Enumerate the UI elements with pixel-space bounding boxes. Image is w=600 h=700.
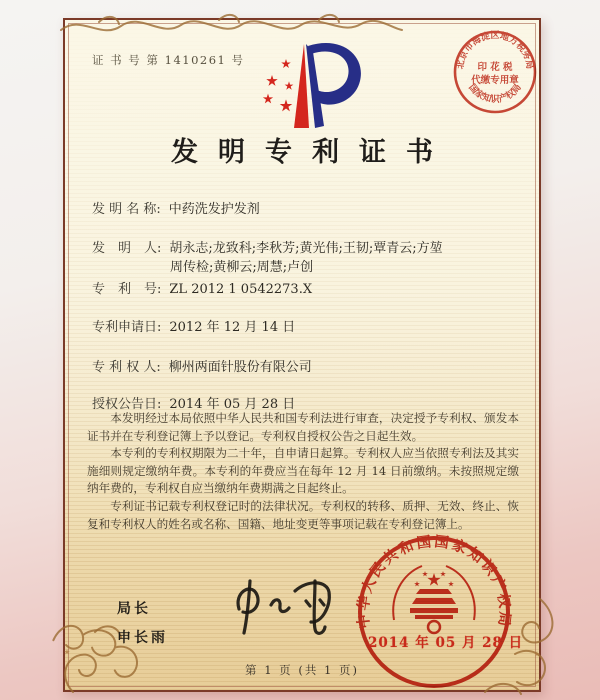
sipo-logo-icon [242, 40, 372, 136]
tax-stamp-center-line1: 印 花 税 [477, 62, 513, 73]
application-date-value: 2012 年 12 月 14 日 [169, 320, 296, 335]
invention-name-label: 发 明 名 称: [92, 202, 161, 217]
certificate-page [63, 18, 541, 692]
field-application-date [92, 316, 295, 335]
application-date-label: 专利申请日: [92, 320, 162, 335]
seal-date: 2014 年 05 月 28 日 [368, 635, 524, 651]
national-emblem-icon [393, 566, 475, 633]
inventors-line2: 周传检;黄柳云;周慧;卢创 [170, 260, 314, 275]
field-patent-number [92, 278, 312, 297]
field-invention-name [92, 198, 260, 217]
field-patentee [92, 356, 312, 375]
field-inventors [92, 237, 443, 256]
patentee-value: 柳州两面针股份有限公司 [168, 360, 312, 375]
certificate-number: 证 书 号 第 1410261 号 [92, 53, 245, 67]
patentee-label: 专 利 权 人: [92, 360, 161, 375]
certificate-title: 发明专利证书 [171, 137, 453, 168]
director-signature-handwriting-icon [225, 573, 350, 651]
legal-paragraph-2: 本专利的专利权期限为二十年，自申请日起算。专利权人应当依照专利法及其实施细则规定缴纳年费。本专利的年费应当在每年 12 月 14 日前缴纳。未按照规定缴纳年费的，专利权自应当缴纳年费期满之日起终止。 [87, 446, 519, 496]
tax-stamp-seal [451, 28, 539, 116]
director-name: 申长雨 [117, 630, 168, 646]
tax-stamp-arc-bottom: 国家知识产权局 [466, 82, 524, 105]
inventors-label: 发 明 人: [92, 241, 162, 256]
cnipa-seal-arc-text: 中华人民共和国国家知识产权局 [355, 534, 513, 630]
invention-name-value: 中药洗发护发剂 [168, 202, 260, 217]
legal-paragraph-1: 本发明经过本局依照中华人民共和国专利法进行审查，决定授予专利权、颁发本证书并在专利登记簿上予以登记。专利权自授权公告之日起生效。 [87, 411, 519, 443]
patent-number-value: ZL 2012 1 0542273.X [169, 282, 313, 297]
tax-stamp-center-line2: 代缴专用章 [471, 75, 519, 86]
director-block [117, 598, 168, 647]
legal-text-block [87, 410, 519, 533]
director-label: 局长 [117, 601, 151, 617]
grant-date-label: 授权公告日: [92, 397, 162, 412]
page-number-footer: 第 1 页 (共 1 页) [245, 663, 359, 677]
top-border-ornament [59, 8, 404, 42]
grant-date-value: 2014 年 05 月 28 日 [169, 397, 296, 412]
legal-paragraph-3: 专利证书记载专利权登记时的法律状况。专利权的转移、质押、无效、终止、恢复和专利权人的姓名或名称、国籍、地址变更等事项记载在专利登记簿上。 [87, 498, 519, 531]
tax-stamp-arc-top: 北京市海淀区地方税务局 [455, 31, 535, 70]
patent-number-label: 专 利 号: [92, 282, 162, 297]
inventors-line1: 胡永志;龙致科;李秋芳;黄光伟;王韧;覃青云;方堃 [169, 241, 443, 256]
